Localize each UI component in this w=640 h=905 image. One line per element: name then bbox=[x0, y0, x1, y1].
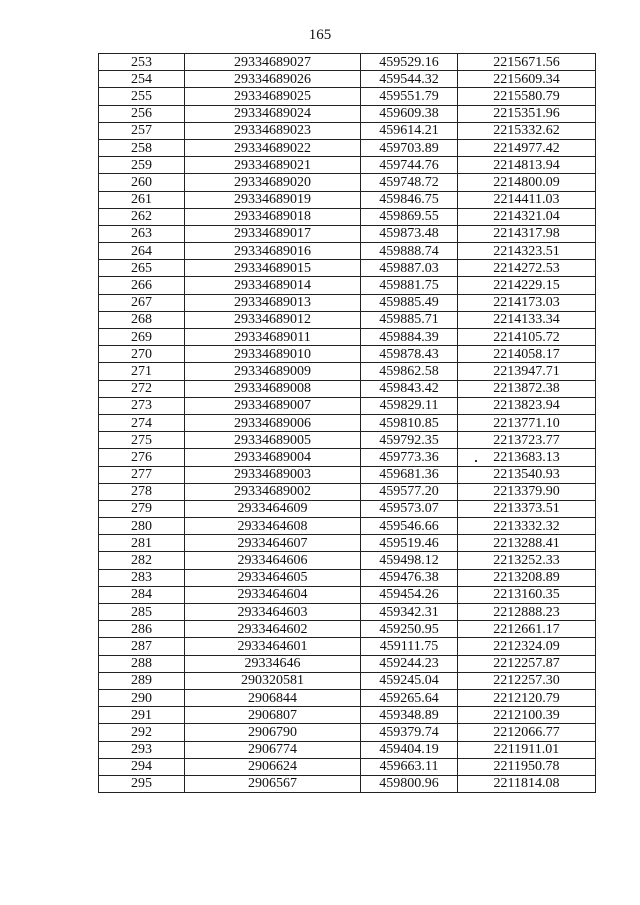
x-coordinate-cell: 459519.46 bbox=[361, 535, 458, 552]
row-number-cell: 291 bbox=[99, 707, 185, 724]
table-row bbox=[99, 105, 596, 122]
y-coordinate-cell: 2215609.34 bbox=[458, 71, 596, 88]
row-number-cell: 278 bbox=[99, 483, 185, 500]
cadastral-number-cell: 29334689012 bbox=[185, 311, 361, 328]
cadastral-number-cell: 2906624 bbox=[185, 758, 361, 775]
table-row bbox=[99, 638, 596, 655]
coordinates-table bbox=[98, 53, 596, 793]
cadastral-number-cell: 29334689003 bbox=[185, 466, 361, 483]
x-coordinate-cell: 459888.74 bbox=[361, 243, 458, 260]
row-number-cell: 287 bbox=[99, 638, 185, 655]
row-number-cell: 264 bbox=[99, 243, 185, 260]
cadastral-number-cell: 2906790 bbox=[185, 724, 361, 741]
cadastral-number-cell: 2933464606 bbox=[185, 552, 361, 569]
table-row bbox=[99, 775, 596, 792]
row-number-cell: 255 bbox=[99, 88, 185, 105]
cadastral-number-cell: 29334689018 bbox=[185, 208, 361, 225]
row-number-cell: 272 bbox=[99, 380, 185, 397]
y-coordinate-cell: 2215332.62 bbox=[458, 122, 596, 139]
cadastral-number-cell: 29334689014 bbox=[185, 277, 361, 294]
table-row bbox=[99, 225, 596, 242]
cadastral-number-cell: 29334689016 bbox=[185, 243, 361, 260]
cadastral-number-cell: 29334689021 bbox=[185, 157, 361, 174]
y-coordinate-cell: 2211814.08 bbox=[458, 775, 596, 792]
table-row bbox=[99, 483, 596, 500]
y-coordinate-cell: 2211950.78 bbox=[458, 758, 596, 775]
y-coordinate-cell: 2214977.42 bbox=[458, 139, 596, 156]
row-number-cell: 284 bbox=[99, 586, 185, 603]
x-coordinate-cell: 459885.49 bbox=[361, 294, 458, 311]
y-coordinate-cell: 2214133.34 bbox=[458, 311, 596, 328]
y-coordinate-cell: 2213160.35 bbox=[458, 586, 596, 603]
y-coordinate-cell: 2213683.13 bbox=[458, 449, 596, 466]
cadastral-number-cell: 29334689002 bbox=[185, 483, 361, 500]
table-row bbox=[99, 54, 596, 71]
row-number-cell: 283 bbox=[99, 569, 185, 586]
table-row bbox=[99, 363, 596, 380]
x-coordinate-cell: 459454.26 bbox=[361, 586, 458, 603]
row-number-cell: 282 bbox=[99, 552, 185, 569]
table-row bbox=[99, 191, 596, 208]
x-coordinate-cell: 459878.43 bbox=[361, 346, 458, 363]
cadastral-number-cell: 2933464601 bbox=[185, 638, 361, 655]
y-coordinate-cell: 2213288.41 bbox=[458, 535, 596, 552]
cadastral-number-cell: 290320581 bbox=[185, 672, 361, 689]
table-row bbox=[99, 758, 596, 775]
x-coordinate-cell: 459881.75 bbox=[361, 277, 458, 294]
table-row bbox=[99, 432, 596, 449]
x-coordinate-cell: 459862.58 bbox=[361, 363, 458, 380]
cadastral-number-cell: 29334689023 bbox=[185, 122, 361, 139]
row-number-cell: 265 bbox=[99, 260, 185, 277]
table-row bbox=[99, 655, 596, 672]
table-row bbox=[99, 71, 596, 88]
x-coordinate-cell: 459348.89 bbox=[361, 707, 458, 724]
x-coordinate-cell: 459245.04 bbox=[361, 672, 458, 689]
cadastral-number-cell: 29334689019 bbox=[185, 191, 361, 208]
y-coordinate-cell: 2213872.38 bbox=[458, 380, 596, 397]
y-coordinate-cell: 2213771.10 bbox=[458, 414, 596, 431]
table-row bbox=[99, 741, 596, 758]
x-coordinate-cell: 459544.32 bbox=[361, 71, 458, 88]
x-coordinate-cell: 459551.79 bbox=[361, 88, 458, 105]
row-number-cell: 274 bbox=[99, 414, 185, 431]
row-number-cell: 259 bbox=[99, 157, 185, 174]
y-coordinate-cell: 2213373.51 bbox=[458, 500, 596, 517]
table-row bbox=[99, 139, 596, 156]
cadastral-number-cell: 29334689005 bbox=[185, 432, 361, 449]
row-number-cell: 256 bbox=[99, 105, 185, 122]
x-coordinate-cell: 459577.20 bbox=[361, 483, 458, 500]
row-number-cell: 266 bbox=[99, 277, 185, 294]
row-number-cell: 279 bbox=[99, 500, 185, 517]
table-row bbox=[99, 707, 596, 724]
cadastral-number-cell: 2906844 bbox=[185, 689, 361, 706]
row-number-cell: 294 bbox=[99, 758, 185, 775]
cadastral-number-cell: 2933464607 bbox=[185, 535, 361, 552]
table-row bbox=[99, 586, 596, 603]
table-row bbox=[99, 569, 596, 586]
x-coordinate-cell: 459265.64 bbox=[361, 689, 458, 706]
x-coordinate-cell: 459250.95 bbox=[361, 621, 458, 638]
row-number-cell: 286 bbox=[99, 621, 185, 638]
x-coordinate-cell: 459614.21 bbox=[361, 122, 458, 139]
cadastral-number-cell: 2906807 bbox=[185, 707, 361, 724]
x-coordinate-cell: 459885.71 bbox=[361, 311, 458, 328]
x-coordinate-cell: 459244.23 bbox=[361, 655, 458, 672]
cadastral-number-cell: 29334689011 bbox=[185, 329, 361, 346]
table-row bbox=[99, 535, 596, 552]
cadastral-number-cell: 29334689008 bbox=[185, 380, 361, 397]
y-coordinate-cell: 2213252.33 bbox=[458, 552, 596, 569]
cadastral-number-cell: 2933464609 bbox=[185, 500, 361, 517]
table-row bbox=[99, 672, 596, 689]
table-row bbox=[99, 604, 596, 621]
table-row bbox=[99, 621, 596, 638]
row-number-cell: 254 bbox=[99, 71, 185, 88]
row-number-cell: 281 bbox=[99, 535, 185, 552]
table-row bbox=[99, 449, 596, 466]
table-row bbox=[99, 414, 596, 431]
x-coordinate-cell: 459703.89 bbox=[361, 139, 458, 156]
y-coordinate-cell: 2214317.98 bbox=[458, 225, 596, 242]
cadastral-number-cell: 29334689022 bbox=[185, 139, 361, 156]
cadastral-number-cell: 29334689020 bbox=[185, 174, 361, 191]
row-number-cell: 275 bbox=[99, 432, 185, 449]
row-number-cell: 260 bbox=[99, 174, 185, 191]
y-coordinate-cell: 2212888.23 bbox=[458, 604, 596, 621]
row-number-cell: 292 bbox=[99, 724, 185, 741]
row-number-cell: 295 bbox=[99, 775, 185, 792]
row-number-cell: 290 bbox=[99, 689, 185, 706]
y-coordinate-cell: 2212257.87 bbox=[458, 655, 596, 672]
cadastral-number-cell: 29334689013 bbox=[185, 294, 361, 311]
row-number-cell: 267 bbox=[99, 294, 185, 311]
cadastral-number-cell: 29334689017 bbox=[185, 225, 361, 242]
row-number-cell: 271 bbox=[99, 363, 185, 380]
table-row bbox=[99, 346, 596, 363]
cadastral-number-cell: 2933464602 bbox=[185, 621, 361, 638]
y-coordinate-cell: 2212257.30 bbox=[458, 672, 596, 689]
cadastral-number-cell: 2933464605 bbox=[185, 569, 361, 586]
table-row bbox=[99, 552, 596, 569]
x-coordinate-cell: 459748.72 bbox=[361, 174, 458, 191]
cadastral-number-cell: 29334689025 bbox=[185, 88, 361, 105]
row-number-cell: 288 bbox=[99, 655, 185, 672]
page-number: 165 bbox=[308, 27, 332, 43]
y-coordinate-cell: 2213723.77 bbox=[458, 432, 596, 449]
row-number-cell: 269 bbox=[99, 329, 185, 346]
x-coordinate-cell: 459476.38 bbox=[361, 569, 458, 586]
row-number-cell: 273 bbox=[99, 397, 185, 414]
y-coordinate-cell: 2215671.56 bbox=[458, 54, 596, 71]
cadastral-number-cell: 29334689004 bbox=[185, 449, 361, 466]
row-number-cell: 268 bbox=[99, 311, 185, 328]
y-coordinate-cell: 2214800.09 bbox=[458, 174, 596, 191]
table-row bbox=[99, 294, 596, 311]
x-coordinate-cell: 459379.74 bbox=[361, 724, 458, 741]
y-coordinate-cell: 2212324.09 bbox=[458, 638, 596, 655]
x-coordinate-cell: 459342.31 bbox=[361, 604, 458, 621]
cadastral-number-cell: 29334646 bbox=[185, 655, 361, 672]
row-number-cell: 280 bbox=[99, 518, 185, 535]
y-coordinate-cell: 2214321.04 bbox=[458, 208, 596, 225]
y-coordinate-cell: 2212661.17 bbox=[458, 621, 596, 638]
x-coordinate-cell: 459498.12 bbox=[361, 552, 458, 569]
cadastral-number-cell: 29334689026 bbox=[185, 71, 361, 88]
row-number-cell: 263 bbox=[99, 225, 185, 242]
table-row bbox=[99, 122, 596, 139]
table-row bbox=[99, 518, 596, 535]
row-number-cell: 289 bbox=[99, 672, 185, 689]
table-row bbox=[99, 260, 596, 277]
row-number-cell: 277 bbox=[99, 466, 185, 483]
y-coordinate-cell: 2215580.79 bbox=[458, 88, 596, 105]
table-row bbox=[99, 243, 596, 260]
table-row bbox=[99, 466, 596, 483]
x-coordinate-cell: 459800.96 bbox=[361, 775, 458, 792]
y-coordinate-cell: 2214411.03 bbox=[458, 191, 596, 208]
x-coordinate-cell: 459810.85 bbox=[361, 414, 458, 431]
x-coordinate-cell: 459773.36 bbox=[361, 449, 458, 466]
y-coordinate-cell: 2213379.90 bbox=[458, 483, 596, 500]
row-number-cell: 258 bbox=[99, 139, 185, 156]
table-row bbox=[99, 724, 596, 741]
x-coordinate-cell: 459873.48 bbox=[361, 225, 458, 242]
y-coordinate-cell: 2213332.32 bbox=[458, 518, 596, 535]
y-coordinate-cell: 2215351.96 bbox=[458, 105, 596, 122]
x-coordinate-cell: 459404.19 bbox=[361, 741, 458, 758]
y-coordinate-cell: 2214813.94 bbox=[458, 157, 596, 174]
table-row bbox=[99, 88, 596, 105]
x-coordinate-cell: 459681.36 bbox=[361, 466, 458, 483]
row-number-cell: 285 bbox=[99, 604, 185, 621]
row-number-cell: 270 bbox=[99, 346, 185, 363]
y-coordinate-cell: 2212066.77 bbox=[458, 724, 596, 741]
y-coordinate-cell: 2214323.51 bbox=[458, 243, 596, 260]
x-coordinate-cell: 459111.75 bbox=[361, 638, 458, 655]
y-coordinate-cell: 2212120.79 bbox=[458, 689, 596, 706]
x-coordinate-cell: 459609.38 bbox=[361, 105, 458, 122]
x-coordinate-cell: 459829.11 bbox=[361, 397, 458, 414]
cadastral-number-cell: 29334689027 bbox=[185, 54, 361, 71]
table-row bbox=[99, 397, 596, 414]
table-row bbox=[99, 329, 596, 346]
row-number-cell: 293 bbox=[99, 741, 185, 758]
cadastral-number-cell: 2933464608 bbox=[185, 518, 361, 535]
cadastral-number-cell: 29334689010 bbox=[185, 346, 361, 363]
x-coordinate-cell: 459869.55 bbox=[361, 208, 458, 225]
cadastral-number-cell: 2933464603 bbox=[185, 604, 361, 621]
y-coordinate-cell: 2214229.15 bbox=[458, 277, 596, 294]
x-coordinate-cell: 459546.66 bbox=[361, 518, 458, 535]
stray-dot bbox=[475, 460, 477, 462]
x-coordinate-cell: 459846.75 bbox=[361, 191, 458, 208]
table-row bbox=[99, 277, 596, 294]
cadastral-number-cell: 29334689007 bbox=[185, 397, 361, 414]
cadastral-number-cell: 2933464604 bbox=[185, 586, 361, 603]
y-coordinate-cell: 2213823.94 bbox=[458, 397, 596, 414]
coordinates-table-body bbox=[99, 54, 596, 793]
table-row bbox=[99, 689, 596, 706]
row-number-cell: 262 bbox=[99, 208, 185, 225]
cadastral-number-cell: 29334689006 bbox=[185, 414, 361, 431]
x-coordinate-cell: 459663.11 bbox=[361, 758, 458, 775]
cadastral-number-cell: 2906567 bbox=[185, 775, 361, 792]
row-number-cell: 253 bbox=[99, 54, 185, 71]
y-coordinate-cell: 2212100.39 bbox=[458, 707, 596, 724]
table-row bbox=[99, 157, 596, 174]
row-number-cell: 257 bbox=[99, 122, 185, 139]
y-coordinate-cell: 2213947.71 bbox=[458, 363, 596, 380]
table-row bbox=[99, 208, 596, 225]
y-coordinate-cell: 2214173.03 bbox=[458, 294, 596, 311]
cadastral-number-cell: 29334689009 bbox=[185, 363, 361, 380]
table-row bbox=[99, 174, 596, 191]
table-row bbox=[99, 500, 596, 517]
row-number-cell: 261 bbox=[99, 191, 185, 208]
x-coordinate-cell: 459887.03 bbox=[361, 260, 458, 277]
cadastral-number-cell: 29334689024 bbox=[185, 105, 361, 122]
x-coordinate-cell: 459573.07 bbox=[361, 500, 458, 517]
table-row bbox=[99, 380, 596, 397]
x-coordinate-cell: 459529.16 bbox=[361, 54, 458, 71]
cadastral-number-cell: 29334689015 bbox=[185, 260, 361, 277]
x-coordinate-cell: 459792.35 bbox=[361, 432, 458, 449]
y-coordinate-cell: 2214058.17 bbox=[458, 346, 596, 363]
y-coordinate-cell: 2211911.01 bbox=[458, 741, 596, 758]
y-coordinate-cell: 2213208.89 bbox=[458, 569, 596, 586]
table-row bbox=[99, 311, 596, 328]
y-coordinate-cell: 2213540.93 bbox=[458, 466, 596, 483]
x-coordinate-cell: 459744.76 bbox=[361, 157, 458, 174]
row-number-cell: 276 bbox=[99, 449, 185, 466]
x-coordinate-cell: 459843.42 bbox=[361, 380, 458, 397]
y-coordinate-cell: 2214272.53 bbox=[458, 260, 596, 277]
y-coordinate-cell: 2214105.72 bbox=[458, 329, 596, 346]
cadastral-number-cell: 2906774 bbox=[185, 741, 361, 758]
x-coordinate-cell: 459884.39 bbox=[361, 329, 458, 346]
